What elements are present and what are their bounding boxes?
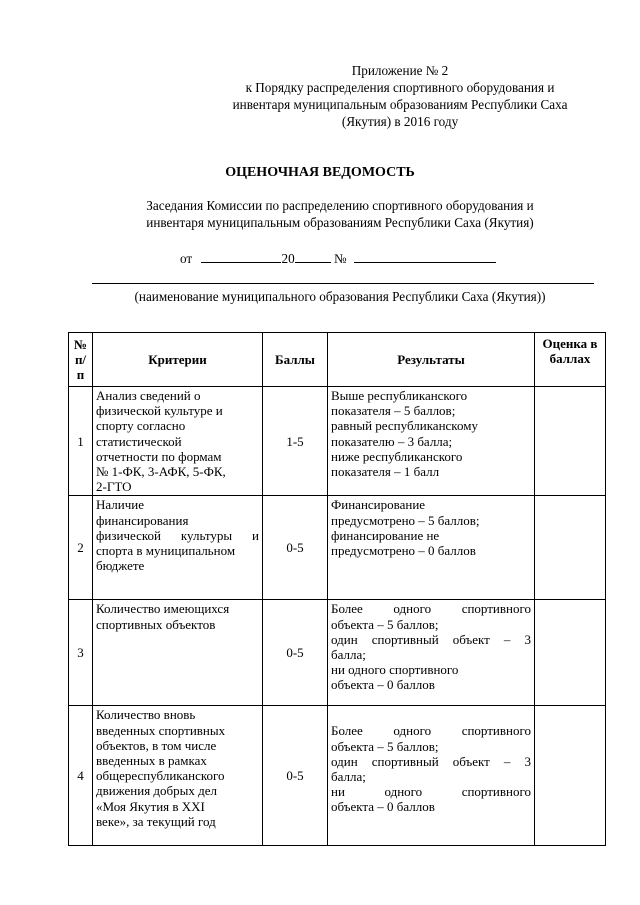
date-from-label: от bbox=[180, 251, 193, 266]
doc-number-blank[interactable] bbox=[354, 250, 496, 263]
date-line bbox=[180, 250, 496, 267]
row-number: 4 bbox=[69, 706, 93, 846]
row-rating-input[interactable] bbox=[535, 706, 606, 846]
row-criteria: Количество вновь введенных спортивных объектов, в том числе введенных в рамках общереспубликанского движения добрых дел «Моя Якутия в XXI веке», за текущий год bbox=[93, 706, 263, 846]
table-row bbox=[69, 600, 606, 706]
row-results: Выше республиканского показателя – 5 баллов; равный республиканскому показателю – 3 балла; ниже республиканского показателя – 1 балл bbox=[328, 387, 535, 496]
row-criteria: Наличие финансирования физической культуры и спорта в муниципальном бюджете bbox=[93, 496, 263, 600]
subtitle-line: инвентаря муниципальным образованиям Республики Саха (Якутия) bbox=[146, 215, 534, 230]
row-criteria: Количество имеющихся спортивных объектов bbox=[93, 600, 263, 706]
row-points: 1-5 bbox=[263, 387, 328, 496]
row-rating-input[interactable] bbox=[535, 496, 606, 600]
header-number: № п/ п bbox=[69, 333, 93, 387]
row-number: 3 bbox=[69, 600, 93, 706]
header-points: Баллы bbox=[263, 333, 328, 387]
row-points: 0-5 bbox=[263, 496, 328, 600]
date-year-prefix: 20 bbox=[281, 251, 295, 266]
appendix-line: (Якутия) в 2016 году bbox=[341, 114, 459, 129]
appendix-note bbox=[200, 62, 600, 130]
session-subtitle bbox=[80, 197, 600, 231]
municipality-blank-line[interactable] bbox=[92, 283, 594, 284]
row-points: 0-5 bbox=[263, 706, 328, 846]
table-row bbox=[69, 496, 606, 600]
table-row bbox=[69, 387, 606, 496]
doc-number-label: № bbox=[333, 251, 347, 266]
assessment-table bbox=[68, 332, 606, 846]
appendix-line: к Порядку распределения спортивного оборудования и bbox=[245, 80, 555, 95]
municipality-caption: (наименование муниципального образования Республики Саха (Якутия)) bbox=[134, 289, 546, 304]
row-results: Более одного спортивного объекта – 5 баллов; один спортивный объект – 3 балла; ни одного спортивного объекта – 0 баллов bbox=[328, 706, 535, 846]
header-rating: Оценка в баллах bbox=[535, 333, 606, 387]
row-rating-input[interactable] bbox=[535, 387, 606, 496]
row-results: Финансирование предусмотрено – 5 баллов; финансирование не предусмотрено – 0 баллов bbox=[328, 496, 535, 600]
row-number: 2 bbox=[69, 496, 93, 600]
date-year-blank[interactable] bbox=[295, 250, 331, 263]
row-rating-input[interactable] bbox=[535, 600, 606, 706]
header-results: Результаты bbox=[328, 333, 535, 387]
row-criteria: Анализ сведений о физической культуре и спорту согласно статистической отчетности по формам № 1-ФК, 3-АФК, 5-ФК, 2-ГТО bbox=[93, 387, 263, 496]
row-number: 1 bbox=[69, 387, 93, 496]
table-header-row bbox=[69, 333, 606, 387]
header-criteria: Критерии bbox=[93, 333, 263, 387]
appendix-line: инвентаря муниципальным образованиям Республики Саха bbox=[232, 97, 568, 112]
row-results: Более одного спортивного объекта – 5 баллов; один спортивный объект – 3 балла; ни одного спортивного объекта – 0 баллов bbox=[328, 600, 535, 706]
table-row bbox=[69, 706, 606, 846]
document-title: ОЦЕНОЧНАЯ ВЕДОМОСТЬ bbox=[225, 165, 415, 180]
subtitle-line: Заседания Комиссии по распределению спортивного оборудования и bbox=[146, 198, 534, 213]
row-points: 0-5 bbox=[263, 600, 328, 706]
date-day-blank[interactable] bbox=[201, 250, 281, 263]
appendix-line: Приложение № 2 bbox=[351, 63, 449, 78]
